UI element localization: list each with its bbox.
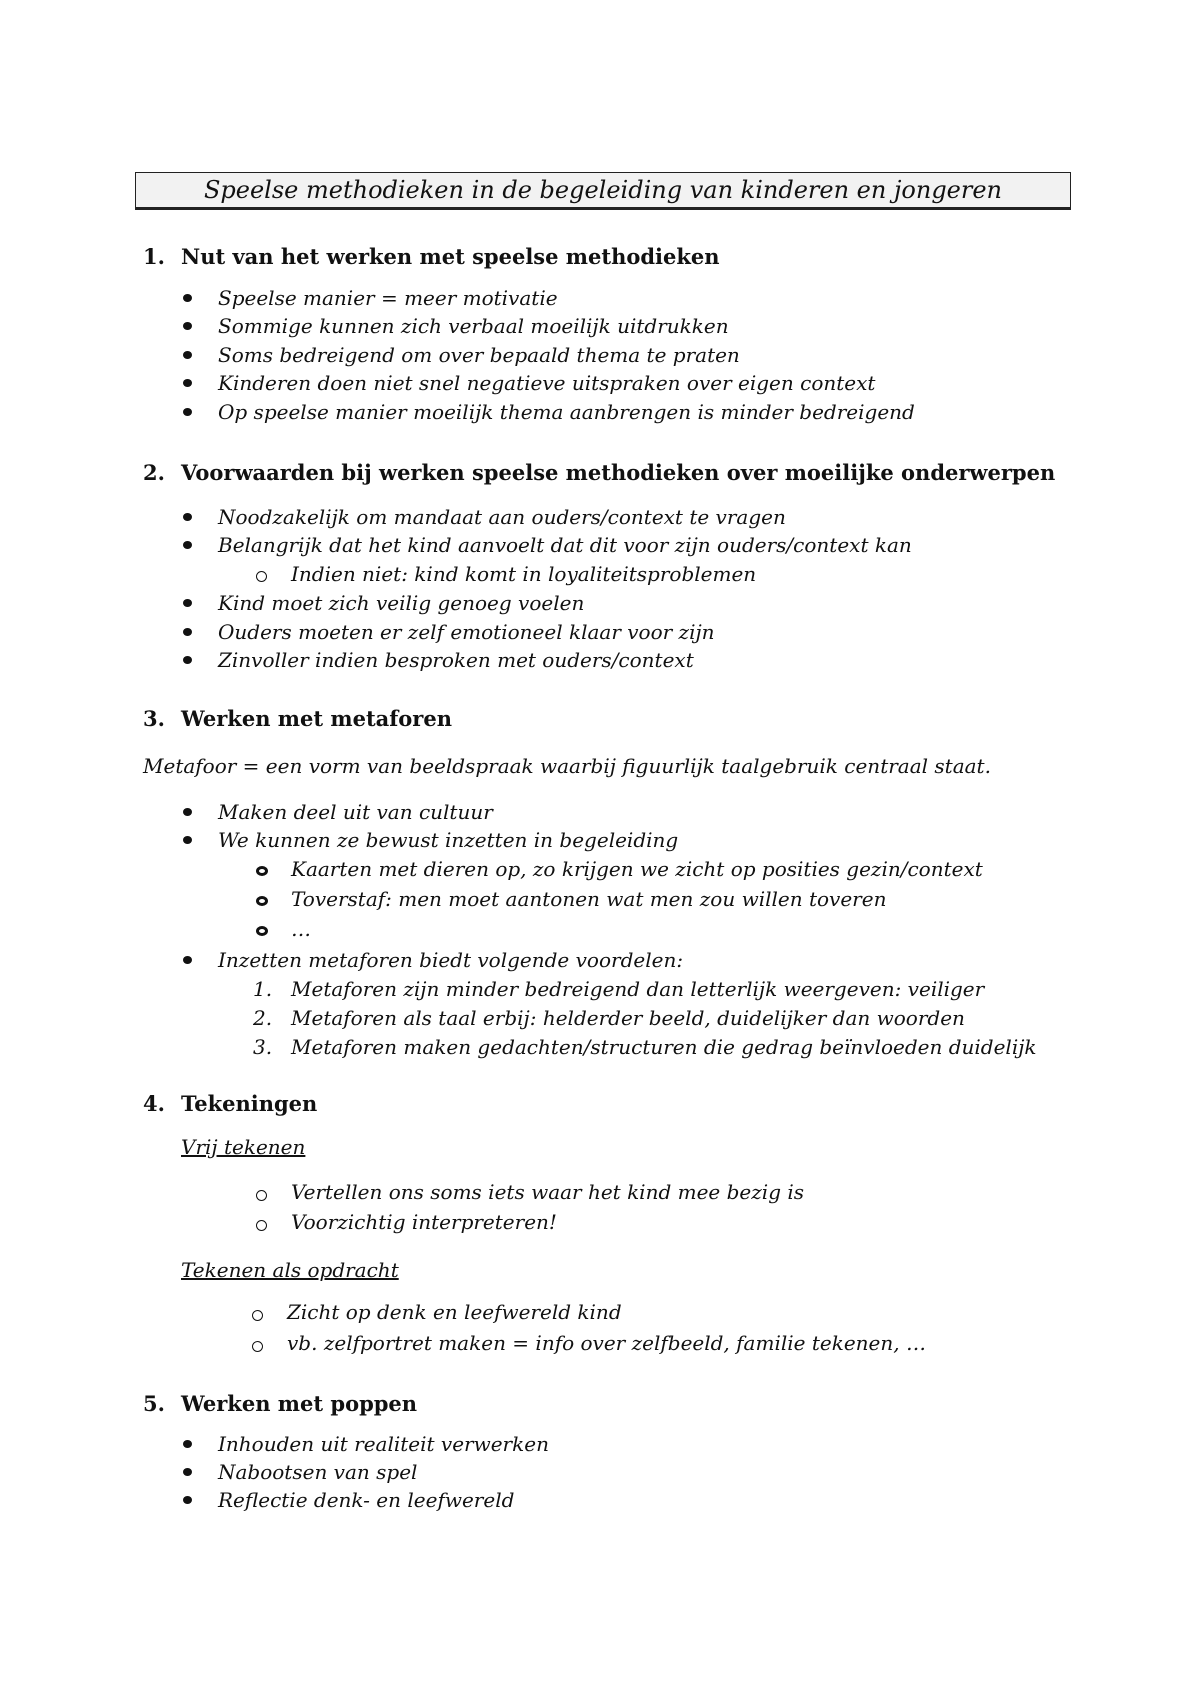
list-item: Belangrijk dat het kind aanvoelt dat dit voor zijn ouders/context kan (218, 533, 912, 557)
sub-bullet-icon (256, 571, 267, 582)
sub-list-item: Kaarten met dieren op, zo krijgen we zicht op posities gezin/context (291, 857, 983, 881)
section-number: 3. (143, 706, 165, 731)
bullet-icon (183, 1440, 192, 1448)
bullet-icon (183, 956, 192, 964)
subsection-title: Vrij tekenen (181, 1135, 306, 1159)
list-item: Noodzakelijk om mandaat aan ouders/context te vragen (218, 505, 786, 529)
sub-bullet-icon (256, 866, 268, 876)
section-heading: Werken met poppen (181, 1391, 418, 1416)
bullet-icon (183, 322, 192, 330)
section-heading: Werken met metaforen (181, 706, 453, 731)
bullet-icon (183, 1496, 192, 1504)
list-item: Kinderen doen niet snel negatieve uitspraken over eigen context (218, 371, 876, 395)
numbered-item-number: 2. (253, 1006, 273, 1030)
numbered-item: Metaforen als taal erbij: helderder beeld, duidelijker dan woorden (291, 1006, 965, 1030)
bullet-icon (183, 656, 192, 664)
sub-list-item: Indien niet: kind komt in loyaliteitsproblemen (291, 562, 757, 586)
title-box (135, 172, 1071, 210)
list-item: Speelse manier = meer motivatie (218, 286, 558, 310)
list-item: Inhouden uit realiteit verwerken (218, 1432, 549, 1456)
list-item: Reflectie denk- en leefwereld (218, 1488, 515, 1512)
definition-paragraph: Metafoor = een vorm van beeldspraak waarbij figuurlijk taalgebruik centraal staat. (143, 754, 991, 778)
bullet-icon (183, 351, 192, 359)
numbered-item: Metaforen zijn minder bedreigend dan letterlijk weergeven: veiliger (291, 977, 985, 1001)
sub-bullet-icon (256, 926, 268, 936)
sub-list-item: Vertellen ons soms iets waar het kind mee bezig is (291, 1180, 805, 1204)
sub-bullet-icon (256, 1190, 267, 1201)
list-item: Op speelse manier moeilijk thema aanbrengen is minder bedreigend (218, 400, 915, 424)
bullet-icon (183, 599, 192, 607)
numbered-item: Metaforen maken gedachten/structuren die gedrag beïnvloeden duidelijk (291, 1035, 1037, 1059)
section-number: 4. (143, 1091, 165, 1116)
bullet-icon (183, 408, 192, 416)
bullet-icon (183, 1468, 192, 1476)
sub-bullet-icon (256, 1220, 267, 1231)
bullet-icon (183, 379, 192, 387)
sub-list-item: Zicht op denk en leefwereld kind (287, 1300, 622, 1324)
bullet-icon (183, 808, 192, 816)
section-heading: Nut van het werken met speelse methodieken (181, 244, 720, 269)
sub-bullet-icon (252, 1310, 263, 1321)
subsection-title: Tekenen als opdracht (181, 1258, 399, 1282)
sub-bullet-icon (256, 896, 268, 906)
section-number: 5. (143, 1391, 165, 1416)
sub-list-item: … (291, 917, 311, 941)
sub-list-item: Voorzichtig interpreteren! (291, 1210, 557, 1234)
list-item: Kind moet zich veilig genoeg voelen (218, 591, 585, 615)
list-item: Soms bedreigend om over bepaald thema te praten (218, 343, 740, 367)
bullet-icon (183, 294, 192, 302)
document-title: Speelse methodieken in de begeleiding van kinderen en jongeren (203, 176, 1003, 204)
sub-list-item: vb. zelfportret maken = info over zelfbeeld, familie tekenen, … (287, 1331, 926, 1355)
section-number: 2. (143, 460, 165, 485)
section-heading: Tekeningen (181, 1091, 318, 1116)
bullet-icon (183, 541, 192, 549)
bullet-icon (183, 513, 192, 521)
sub-bullet-icon (252, 1341, 263, 1352)
numbered-item-number: 1. (253, 977, 273, 1001)
section-heading: Voorwaarden bij werken speelse methodieken over moeilijke onderwerpen (181, 460, 1056, 485)
list-item: We kunnen ze bewust inzetten in begeleiding (218, 828, 679, 852)
list-item: Nabootsen van spel (218, 1460, 418, 1484)
list-item: Zinvoller indien besproken met ouders/context (218, 648, 694, 672)
list-item: Inzetten metaforen biedt volgende voordelen: (218, 948, 684, 972)
list-item: Maken deel uit van cultuur (218, 800, 493, 824)
bullet-icon (183, 628, 192, 636)
sub-list-item: Toverstaf: men moet aantonen wat men zou willen toveren (291, 887, 887, 911)
list-item: Sommige kunnen zich verbaal moeilijk uitdrukken (218, 314, 729, 338)
list-item: Ouders moeten er zelf emotioneel klaar voor zijn (218, 620, 715, 644)
bullet-icon (183, 836, 192, 844)
section-number: 1. (143, 244, 165, 269)
numbered-item-number: 3. (253, 1035, 273, 1059)
